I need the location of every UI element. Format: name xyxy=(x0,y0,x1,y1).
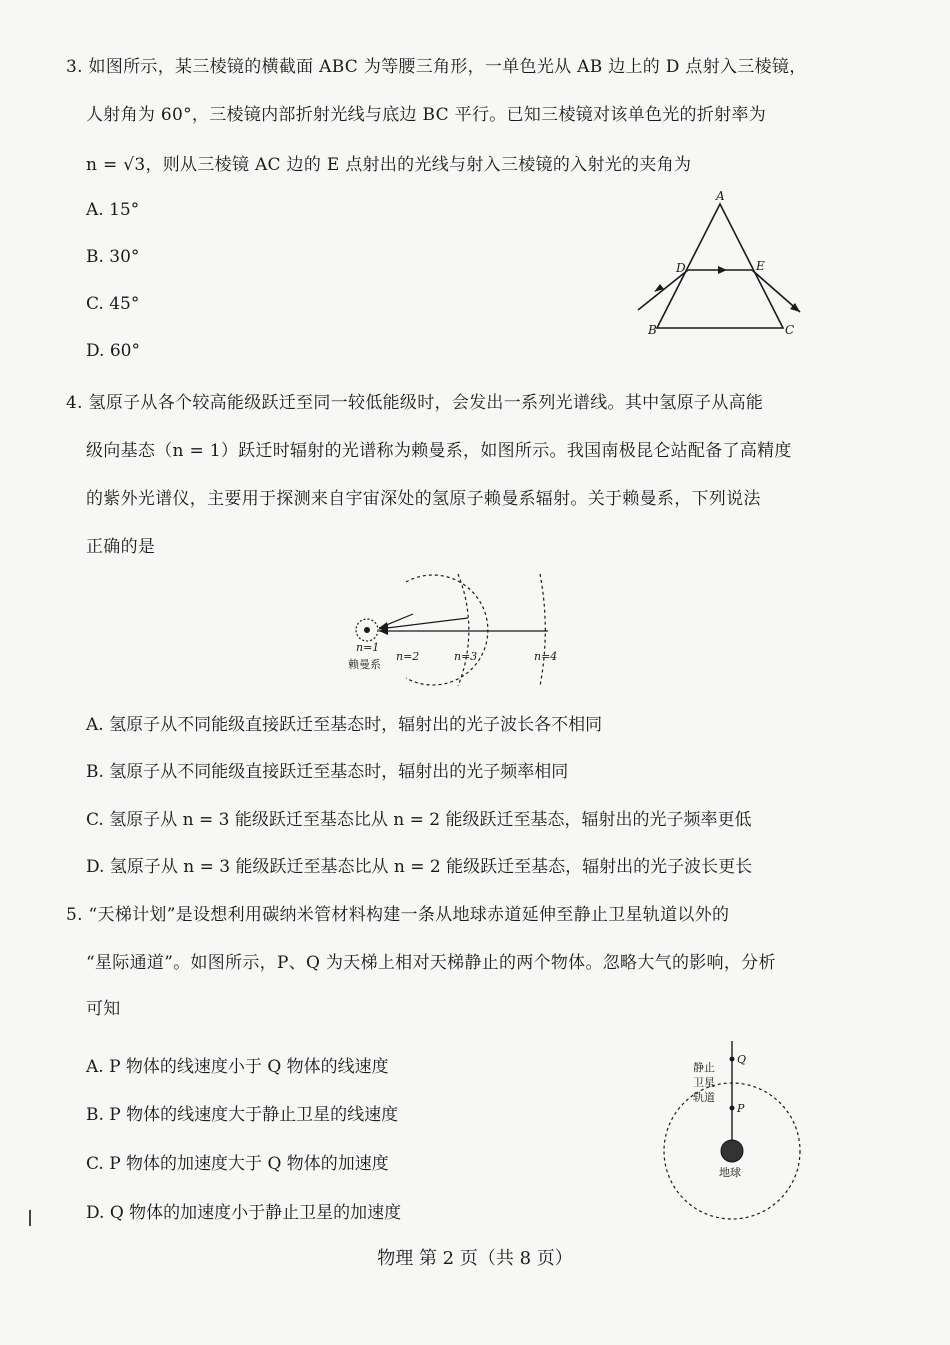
label-orbit-2: 卫星 xyxy=(693,1076,715,1089)
label-series: 赖曼系 xyxy=(348,658,381,671)
orbit-n4 xyxy=(540,574,545,686)
label-n1: n=1 xyxy=(356,641,380,654)
label-a: A xyxy=(716,189,725,203)
label-c: C xyxy=(785,323,795,337)
object-p xyxy=(730,1106,735,1111)
space-elevator-figure xyxy=(655,1035,805,1235)
label-n3: n=3 xyxy=(454,650,478,663)
label-e: E xyxy=(756,259,765,273)
q4-option-c: C. 氢原子从 n = 3 能级跃迁至基态比从 n = 2 能级跃迁至基态，辐射出的光子频率更低 xyxy=(86,810,752,830)
q3-option-c: C. 45° xyxy=(86,294,140,314)
q4-option-d: D. 氢原子从 n = 3 能级跃迁至基态比从 n = 2 能级跃迁至基态，辐射出的光子波长更长 xyxy=(86,857,753,877)
incident-ray xyxy=(638,270,688,310)
label-q: Q xyxy=(737,1053,747,1066)
q5-option-c: C. P 物体的加速度大于 Q 物体的加速度 xyxy=(86,1154,389,1174)
q5-stem-line-1: 5. “天梯计划”是设想利用碳纳米管材料构建一条从地球赤道延伸至静止卫星轨道以外的 xyxy=(66,905,730,925)
label-b: B xyxy=(648,323,657,337)
q5-stem-line-3: 可知 xyxy=(86,999,121,1019)
q5-stem-line-2: “星际通道”。如图所示，P、Q 为天梯上相对天梯静止的两个物体。忽略大气的影响，分析 xyxy=(86,953,776,973)
label-earth: 地球 xyxy=(719,1166,741,1179)
q3-option-a: A. 15° xyxy=(86,200,140,220)
q3-stem-line-2: 人射角为 60°，三棱镜内部折射光线与底边 BC 平行。已知三棱镜对该单色光的折射率为 xyxy=(86,105,767,125)
label-orbit-1: 静止 xyxy=(693,1061,715,1074)
label-orbit-3: 轨道 xyxy=(693,1091,715,1104)
q4-stem-line-1: 4. 氢原子从各个较高能级跃迁至同一较低能级时，会发出一系列光谱线。其中氢原子从高能 xyxy=(66,393,764,413)
orbit-n3 xyxy=(458,574,469,686)
margin-mark xyxy=(29,1210,31,1226)
q4-stem-line-3: 的紫外光谱仪，主要用于探测来自宇宙深处的氢原子赖曼系辐射。关于赖曼系，下列说法 xyxy=(86,489,761,509)
object-q xyxy=(730,1057,735,1062)
q4-option-b: B. 氢原子从不同能级直接跃迁至基态时，辐射出的光子频率相同 xyxy=(86,762,569,782)
q4-option-a: A. 氢原子从不同能级直接跃迁至基态时，辐射出的光子波长各不相同 xyxy=(86,715,603,735)
label-n2: n=2 xyxy=(396,650,420,663)
transition-3-1 xyxy=(379,618,468,629)
page-footer: 物理 第 2 页（共 8 页） xyxy=(377,1248,573,1269)
q3-stem-line-1: 3. 如图所示，某三棱镜的横截面 ABC 为等腰三角形，一单色光从 AB 边上的 D 点射入三棱镜， xyxy=(66,57,807,77)
earth xyxy=(721,1140,743,1162)
q3-option-d: D. 60° xyxy=(86,341,140,361)
orbit-n2 xyxy=(406,575,488,685)
q3-option-b: B. 30° xyxy=(86,247,140,267)
label-p: P xyxy=(737,1102,745,1115)
label-d: D xyxy=(676,261,686,275)
nucleus xyxy=(364,627,370,633)
q5-option-a: A. P 物体的线速度小于 Q 物体的线速度 xyxy=(86,1057,389,1077)
q5-option-b: B. P 物体的线速度大于静止卫星的线速度 xyxy=(86,1105,399,1125)
label-n4: n=4 xyxy=(534,650,558,663)
refracted-arrowhead xyxy=(718,266,727,274)
q3-stem-line-3: n = √3，则从三棱镜 AC 边的 E 点射出的光线与射入三棱镜的入射光的夹角为 xyxy=(86,155,692,175)
q4-stem-line-4: 正确的是 xyxy=(86,537,156,557)
lyman-figure xyxy=(320,570,580,690)
prism-figure xyxy=(630,190,810,340)
q4-stem-line-2: 级向基态（n = 1）跃迁时辐射的光谱称为赖曼系，如图所示。我国南极昆仑站配备了高精度 xyxy=(86,441,792,461)
q5-option-d: D. Q 物体的加速度小于静止卫星的加速度 xyxy=(86,1203,402,1223)
